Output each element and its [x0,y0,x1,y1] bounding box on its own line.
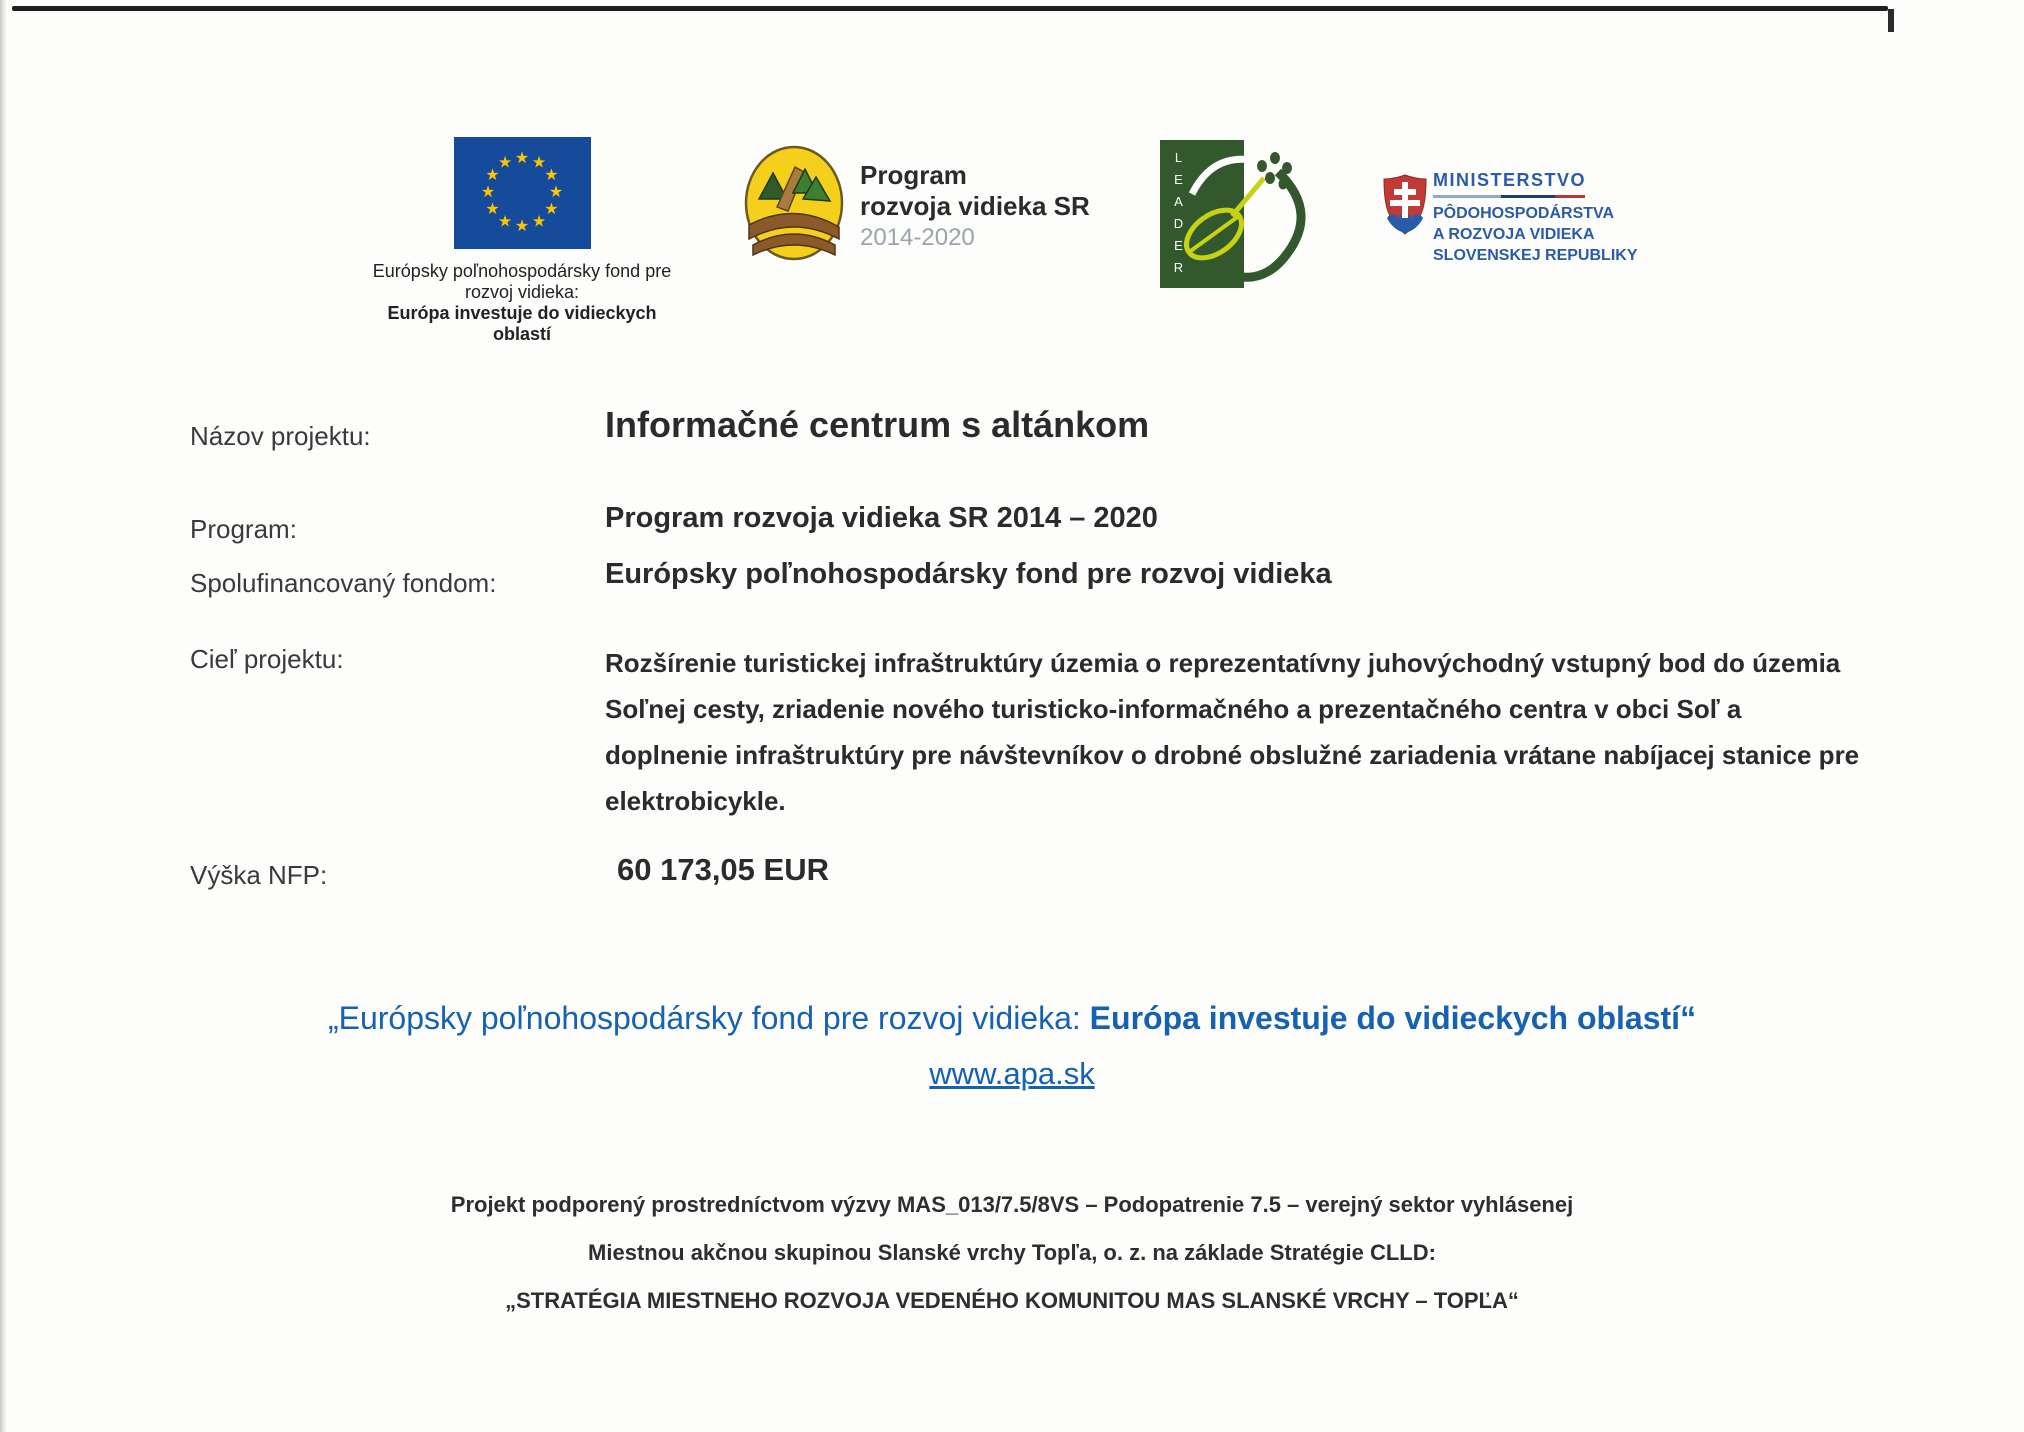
eu-flag-icon: ★ ★ ★ ★ ★ ★ ★ ★ ★ ★ ★ ★ [454,137,591,249]
field-value-project-goal: Rozšírenie turistickej infraštruktúry územia o reprezentatívny juhovýchodný vstupný bod do územia Soľnej cesty, zriadenie nového turisticko-informačného a prezentačného centra v obci Soľ a doplnenie infraštruktúry pre návštevníkov o drobné obslužné zariadenia vrátane nabíjacej stanice pre elektrobicykle. [605,648,1860,816]
rural-development-program-icon [743,143,845,263]
field-label-project-goal: Cieľ projektu: [190,644,344,674]
field-label-program: Program: [190,514,297,544]
apa-link-row [0,1056,2024,1092]
leader-logo [1160,136,1335,294]
ministry-line3: A ROZVOJA VIDIEKA [1433,226,1595,243]
funding-statement [0,1000,2024,1037]
field-value-nfp-amount: 60 173,05 EUR [617,852,829,887]
scan-artifact-top-tick [1888,9,1894,32]
footer-line2: Miestnou akčnou skupinou Slanské vrchy Topľa, o. z. na základe Stratégie CLLD: [588,1240,1436,1265]
footer-line3: „STRATÉGIA MIESTNEHO ROZVOJA VEDENÉHO KOMUNITOU MAS SLANSKÉ VRCHY – TOPĽA“ [505,1288,1519,1313]
funding-statement-prefix: „Európsky poľnohospodársky fond pre rozvoj vidieka: [327,1000,1081,1036]
field-label-project-name: Názov projektu: [190,421,371,451]
field-value-cofinancing-fund: Európsky poľnohospodársky fond pre rozvoj vidieka [605,558,1332,590]
funding-statement-bold: Európa investuje do vidieckych oblastí“ [1089,1000,1697,1036]
leader-label: LEADER [1171,150,1186,282]
footer-line1: Projekt podporený prostredníctvom výzvy MAS_013/7.5/8VS – Podopatrenie 7.5 – verejný sektor vyhlásenej [450,1192,1574,1217]
ministry-line1: MINISTERSTVO [1433,170,1587,190]
rural-development-program-title [860,160,1090,253]
ministry-text-block [1433,170,1637,266]
field-label-nfp-amount: Výška NFP: [190,860,328,890]
ministry-tricolor-line [1433,195,1585,198]
leader-emblem-icon [1160,136,1335,294]
eu-caption-line1: Európsky poľnohospodársky fond pre rozvoj vidieka: [372,261,672,302]
field-value-project-name: Informačné centrum s altánkom [605,404,1150,445]
ministry-line4: SLOVENSKEJ REPUBLIKY [1433,247,1638,264]
apa-website-link[interactable]: www.apa.sk [929,1056,1095,1091]
eu-logo-block [357,137,687,345]
prv-title-line1: Program [860,160,967,190]
ministry-line2: PÔDOHOSPODÁRSTVA [1433,205,1615,222]
field-value-program: Program rozvoja vidieka SR 2014 – 2020 [605,502,1158,534]
slovak-coat-of-arms-icon [1383,174,1427,236]
prv-title-line2: rozvoja vidieka SR [860,191,1090,221]
prv-title-years: 2014-2020 [860,224,975,251]
field-label-cofinancing-fund: Spolufinancovaný fondom: [190,568,497,598]
eu-caption-line2: Európa investuje do vidieckych oblastí [387,303,657,344]
scan-artifact-top-line [12,6,1888,11]
